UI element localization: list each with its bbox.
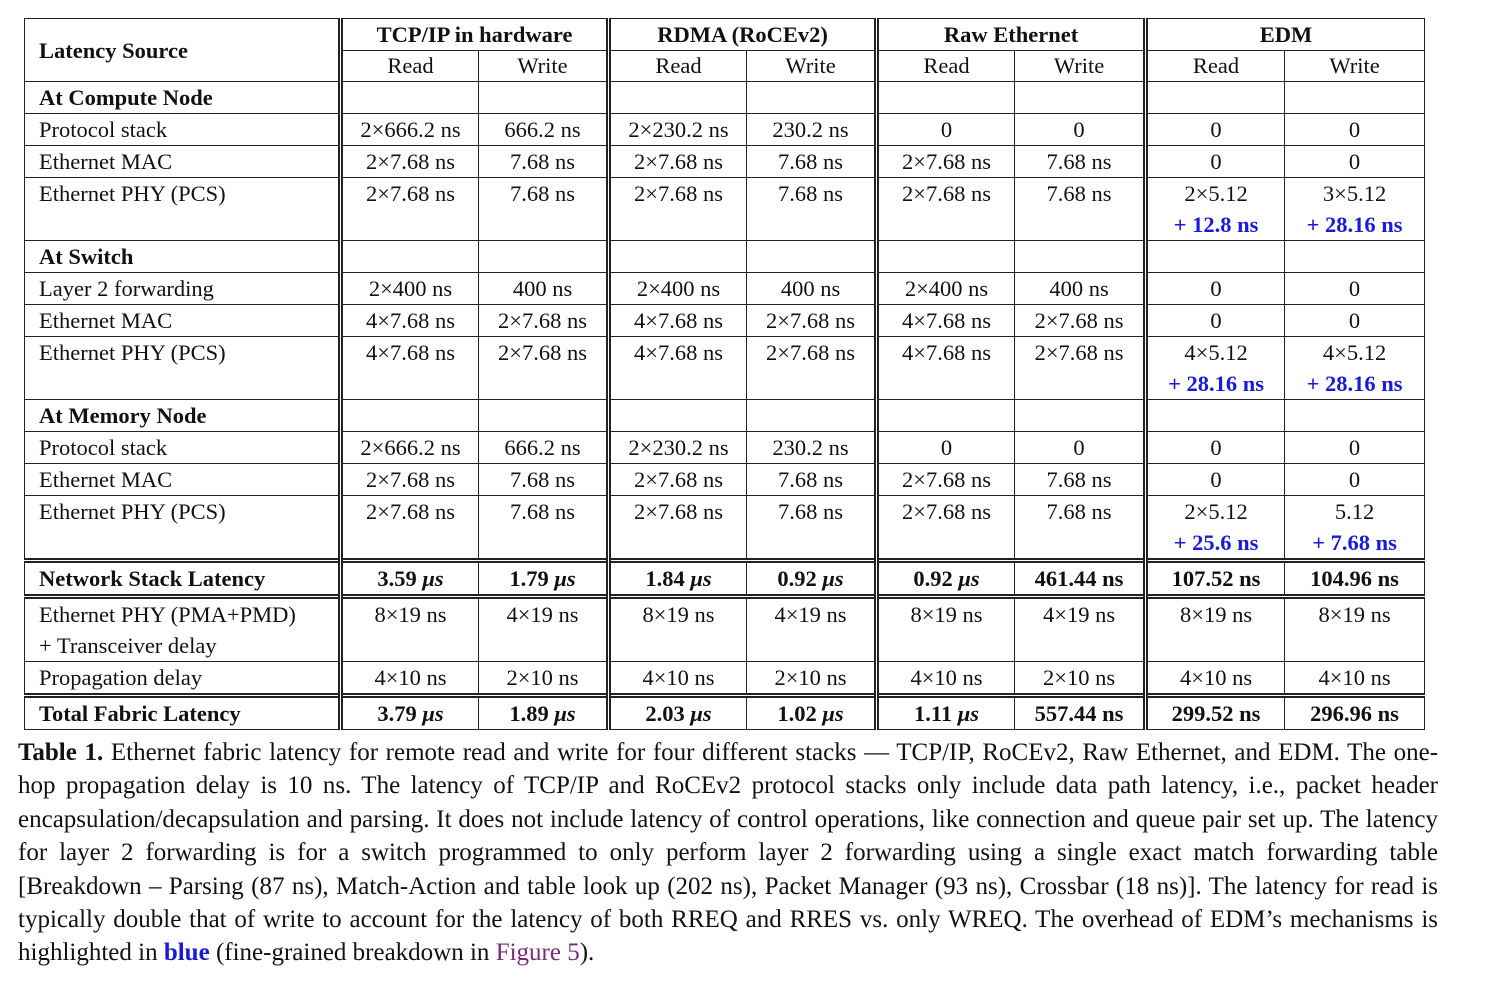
header-row xyxy=(25,19,1425,51)
summary-unit: μs xyxy=(957,701,980,726)
table-row xyxy=(25,464,1425,496)
empty-cell xyxy=(1146,82,1285,114)
table-cell xyxy=(479,464,609,496)
summary-value: 1.89 xyxy=(509,701,549,726)
cell-value: 2×666.2 ns xyxy=(360,435,461,460)
section-header-row xyxy=(25,241,1425,273)
summary-cell xyxy=(1285,561,1425,597)
table-row xyxy=(25,305,1425,337)
cell-value: 4×7.68 ns xyxy=(366,340,455,365)
table-row xyxy=(25,178,1425,241)
summary-cell xyxy=(479,696,609,730)
table-cell xyxy=(341,273,479,305)
edm-overhead-value: + 28.16 ns xyxy=(1168,371,1265,396)
section-title: At Switch xyxy=(25,241,341,273)
table-cell: 8×19 ns xyxy=(877,597,1015,662)
cell-value: 0 xyxy=(940,435,953,460)
table-cell xyxy=(1285,464,1425,496)
summary-value: 1.84 xyxy=(645,566,685,591)
table-row xyxy=(25,114,1425,146)
table-cell xyxy=(747,432,877,464)
summary-cell xyxy=(747,561,877,597)
header-write: Write xyxy=(1015,51,1146,82)
empty-cell xyxy=(341,400,479,432)
cell-value: 0 xyxy=(1210,117,1222,142)
cell-value: 7.68 ns xyxy=(778,467,844,492)
cell-value: 2×7.68 ns xyxy=(766,340,855,365)
cell-value: 0 xyxy=(1348,467,1361,492)
table-cell xyxy=(479,305,609,337)
cell-value: 230.2 ns xyxy=(772,435,849,460)
edm-overhead-value: + 7.68 ns xyxy=(1312,530,1397,555)
table-cell xyxy=(341,146,479,178)
cell-value: 400 ns xyxy=(780,276,841,301)
table-cell xyxy=(609,432,747,464)
latency-table-container xyxy=(24,18,1424,730)
table-cell xyxy=(1285,273,1425,305)
caption-text-2: (fine-grained breakdown in xyxy=(209,939,496,967)
row-label: Ethernet MAC xyxy=(25,305,341,337)
table-cell xyxy=(479,496,609,561)
cell-value: 0 xyxy=(1210,276,1222,301)
empty-cell xyxy=(1285,82,1425,114)
table-cell xyxy=(747,305,877,337)
cell-value: 2×7.68 ns xyxy=(1034,340,1124,365)
table-row xyxy=(25,662,1425,696)
summary-value: 299.52 ns xyxy=(1171,701,1261,726)
summary-cell xyxy=(1285,696,1425,730)
cell-value: 7.68 ns xyxy=(778,149,844,174)
cell-value: 2×7.68 ns xyxy=(366,467,455,492)
table-cell xyxy=(479,114,609,146)
cell-value: 0 xyxy=(1210,435,1222,460)
summary-unit: μs xyxy=(690,566,712,591)
table-cell xyxy=(747,337,877,400)
cell-value: 2×5.12 xyxy=(1184,499,1248,524)
table-cell xyxy=(341,496,479,561)
empty-cell xyxy=(1015,82,1146,114)
empty-cell xyxy=(1015,241,1146,273)
table-cell xyxy=(341,305,479,337)
cell-value: 0 xyxy=(1210,467,1222,492)
empty-cell xyxy=(877,82,1015,114)
row-label: Ethernet PHY (PCS) xyxy=(25,496,341,561)
table-cell xyxy=(1146,337,1285,400)
cell-value: 2×7.68 ns xyxy=(366,149,455,174)
table-cell xyxy=(609,496,747,561)
cell-value: 7.68 ns xyxy=(1046,499,1112,524)
section-title: At Memory Node xyxy=(25,400,341,432)
header-read: Read xyxy=(1146,51,1285,82)
cell-value: 2×5.12 xyxy=(1184,181,1248,206)
summary-cell xyxy=(1015,561,1146,597)
cell-value: 0 xyxy=(940,117,953,142)
cell-value: 7.68 ns xyxy=(510,181,576,206)
cell-value: 2×7.68 ns xyxy=(902,149,991,174)
summary-value: 557.44 ns xyxy=(1034,701,1124,726)
cell-value: 4×7.68 ns xyxy=(366,308,455,333)
cell-value: 666.2 ns xyxy=(504,117,581,142)
cell-value: 4×7.68 ns xyxy=(902,340,991,365)
table-cell xyxy=(1146,305,1285,337)
summary-unit: μs xyxy=(554,566,576,591)
empty-cell xyxy=(877,400,1015,432)
cell-value: 400 ns xyxy=(1049,276,1109,301)
table-cell: 8×19 ns xyxy=(1285,597,1425,662)
table-cell xyxy=(747,178,877,241)
cell-value: 2×400 ns xyxy=(904,276,989,301)
cell-value: 0 xyxy=(1348,276,1361,301)
cell-value: 7.68 ns xyxy=(778,181,844,206)
table-cell xyxy=(877,496,1015,561)
cell-value: 2×7.68 ns xyxy=(902,499,991,524)
table-cell xyxy=(1146,114,1285,146)
summary-value: 107.52 ns xyxy=(1171,566,1261,591)
table-cell xyxy=(1146,178,1285,241)
table-cell xyxy=(877,305,1015,337)
cell-value: 3×5.12 xyxy=(1322,181,1387,206)
table-cell xyxy=(877,337,1015,400)
table-cell xyxy=(609,146,747,178)
row-label: Total Fabric Latency xyxy=(25,696,341,730)
cell-value: 2×230.2 ns xyxy=(628,435,729,460)
table-cell xyxy=(609,464,747,496)
header-group: TCP/IP in hardware xyxy=(341,19,609,51)
table-cell xyxy=(341,178,479,241)
summary-cell xyxy=(1015,696,1146,730)
empty-cell xyxy=(1285,241,1425,273)
figure-5-link[interactable]: Figure 5 xyxy=(495,939,580,967)
empty-cell xyxy=(877,241,1015,273)
row-label: Ethernet PHY (PCS) xyxy=(25,337,341,400)
summary-value: 296.96 ns xyxy=(1310,701,1399,726)
summary-unit: μs xyxy=(422,566,444,591)
table-caption xyxy=(18,736,1438,970)
summary-cell xyxy=(1146,696,1285,730)
table-cell xyxy=(1146,432,1285,464)
summary-cell xyxy=(479,561,609,597)
table-cell xyxy=(747,114,877,146)
edm-overhead-value: + 12.8 ns xyxy=(1173,212,1259,237)
table-cell xyxy=(1015,178,1146,241)
cell-value: 2×7.68 ns xyxy=(902,467,991,492)
edm-overhead-value: + 28.16 ns xyxy=(1306,371,1403,396)
empty-cell xyxy=(609,82,747,114)
summary-value: 104.96 ns xyxy=(1310,566,1399,591)
cell-value: 4×7.68 ns xyxy=(634,340,723,365)
cell-value: 7.68 ns xyxy=(510,499,576,524)
row-label-line: Propagation delay xyxy=(39,665,203,690)
row-label-line-2: + Transceiver delay xyxy=(39,633,217,658)
caption-text-1: Ethernet fabric latency for remote read and write for four different stacks — TCP/IP, RoCEv2, Raw Ethernet, and EDM. The one-hop propagation delay is 10 ns. The latency of TCP/IP and RoCEv2 protocol stacks only include data path latency, i.e., packet header encapsulation/decapsulation and parsing. It does not include latency of control operations, like connection and queue pair set up. The latency for layer 2 forwarding is for a switch programmed to only perform layer 2 forwarding using a single exact match forwarding table [Breakdown – Parsing (87 ns), Match-Action and table look up (202 ns), Packet Manager (93 ns), Crossbar (18 ns)]. The latency for read is typically double that of write to account for the latency of both RREQ and RRES vs. only WREQ. The overhead of EDM’s mechanisms is highlighted in xyxy=(18,739,1439,967)
table-cell xyxy=(747,464,877,496)
header-write: Write xyxy=(1285,51,1425,82)
table-cell xyxy=(1285,496,1425,561)
table-cell xyxy=(1015,273,1146,305)
header-latency-source: Latency Source xyxy=(25,19,341,82)
row-label: Network Stack Latency xyxy=(25,561,341,597)
empty-cell xyxy=(341,82,479,114)
summary-value: 3.79 xyxy=(377,701,417,726)
header-read: Read xyxy=(341,51,479,82)
header-write: Write xyxy=(479,51,609,82)
cell-value: 2×400 ns xyxy=(636,276,721,301)
section-title: At Compute Node xyxy=(25,82,341,114)
cell-value: 0 xyxy=(1073,435,1085,460)
row-label: Ethernet MAC xyxy=(25,464,341,496)
summary-value: 2.03 xyxy=(645,701,685,726)
cell-value: 0 xyxy=(1348,149,1361,174)
table-cell xyxy=(1146,464,1285,496)
summary-unit: μs xyxy=(958,566,980,591)
cell-value: 7.68 ns xyxy=(510,149,576,174)
summary-cell xyxy=(341,561,479,597)
summary-value: 1.02 xyxy=(777,701,817,726)
summary-unit: μs xyxy=(822,701,844,726)
summary-cell xyxy=(609,696,747,730)
summary-value: 3.59 xyxy=(377,566,417,591)
caption-label: Table 1. xyxy=(18,739,104,766)
table-cell xyxy=(1285,305,1425,337)
table-row xyxy=(25,496,1425,561)
row-label: Ethernet PHY (PCS) xyxy=(25,178,341,241)
cell-value: 2×230.2 ns xyxy=(628,117,729,142)
empty-cell xyxy=(479,82,609,114)
cell-value: 0 xyxy=(1073,117,1085,142)
empty-cell xyxy=(341,241,479,273)
cell-value: 2×666.2 ns xyxy=(360,117,461,142)
table-cell xyxy=(747,146,877,178)
cell-value: 5.12 xyxy=(1334,499,1375,524)
network-stack-latency-row xyxy=(25,561,1425,597)
table-cell xyxy=(341,464,479,496)
caption-text-3: ). xyxy=(579,939,595,967)
header-group: RDMA (RoCEv2) xyxy=(609,19,877,51)
cell-value: 400 ns xyxy=(512,276,573,301)
total-fabric-latency-row xyxy=(25,696,1425,730)
table-cell xyxy=(877,464,1015,496)
header-group: Raw Ethernet xyxy=(877,19,1146,51)
table-cell: 4×10 ns xyxy=(1285,662,1425,696)
empty-cell xyxy=(747,241,877,273)
summary-value: 0.92 xyxy=(913,566,953,591)
table-cell: 2×10 ns xyxy=(1015,662,1146,696)
cell-value: 2×7.68 ns xyxy=(634,149,723,174)
row-label: Ethernet MAC xyxy=(25,146,341,178)
table-cell xyxy=(1146,146,1285,178)
table-cell xyxy=(341,114,479,146)
cell-value: 7.68 ns xyxy=(510,467,576,492)
cell-value: 0 xyxy=(1348,435,1361,460)
cell-value: 230.2 ns xyxy=(772,117,849,142)
table-cell: 4×19 ns xyxy=(747,597,877,662)
table-cell xyxy=(747,273,877,305)
summary-value: 0.92 xyxy=(777,566,817,591)
summary-unit: μs xyxy=(554,701,576,726)
table-cell xyxy=(1015,114,1146,146)
header-read: Read xyxy=(609,51,747,82)
cell-value: 7.68 ns xyxy=(1046,467,1112,492)
section-header-row xyxy=(25,82,1425,114)
cell-value: 2×7.68 ns xyxy=(634,467,723,492)
table-row xyxy=(25,432,1425,464)
table-cell xyxy=(877,273,1015,305)
header-read: Read xyxy=(877,51,1015,82)
table-cell xyxy=(479,146,609,178)
cell-value: 7.68 ns xyxy=(1046,149,1112,174)
table-cell xyxy=(609,178,747,241)
empty-cell xyxy=(1015,400,1146,432)
table-cell xyxy=(341,337,479,400)
table-cell xyxy=(479,337,609,400)
cell-value: 0 xyxy=(1210,308,1222,333)
empty-cell xyxy=(747,400,877,432)
empty-cell xyxy=(479,241,609,273)
table-cell xyxy=(877,432,1015,464)
table-cell xyxy=(1015,432,1146,464)
row-label xyxy=(25,597,341,662)
row-label-line: Ethernet PHY (PMA+PMD) xyxy=(39,602,296,627)
empty-cell xyxy=(609,241,747,273)
table-cell xyxy=(479,432,609,464)
header-write: Write xyxy=(747,51,877,82)
table-cell xyxy=(1285,178,1425,241)
cell-value: 4×5.12 xyxy=(1184,340,1248,365)
table-cell xyxy=(747,496,877,561)
table-cell xyxy=(609,114,747,146)
row-label xyxy=(25,662,341,696)
summary-unit: μs xyxy=(422,701,444,726)
table-row xyxy=(25,146,1425,178)
cell-value: 2×400 ns xyxy=(368,276,453,301)
summary-cell xyxy=(877,561,1015,597)
cell-value: 0 xyxy=(1348,117,1361,142)
table-cell xyxy=(1015,496,1146,561)
cell-value: 2×7.68 ns xyxy=(1034,308,1124,333)
table-cell: 8×19 ns xyxy=(341,597,479,662)
table-cell xyxy=(479,273,609,305)
summary-cell xyxy=(1146,561,1285,597)
empty-cell xyxy=(479,400,609,432)
table-cell: 8×19 ns xyxy=(609,597,747,662)
cell-value: 2×7.68 ns xyxy=(498,308,587,333)
summary-cell xyxy=(341,696,479,730)
cell-value: 2×7.68 ns xyxy=(634,499,723,524)
cell-value: 7.68 ns xyxy=(1046,181,1112,206)
table-cell xyxy=(1285,432,1425,464)
empty-cell xyxy=(609,400,747,432)
row-label: Layer 2 forwarding xyxy=(25,273,341,305)
table-cell: 4×10 ns xyxy=(1146,662,1285,696)
cell-value: 0 xyxy=(1348,308,1361,333)
table-cell xyxy=(1285,337,1425,400)
edm-overhead-value: + 25.6 ns xyxy=(1173,530,1259,555)
edm-overhead-value: + 28.16 ns xyxy=(1306,212,1403,237)
section-header-row xyxy=(25,400,1425,432)
summary-value: 1.11 xyxy=(914,701,953,726)
table-cell xyxy=(1015,146,1146,178)
cell-value: 2×7.68 ns xyxy=(498,340,587,365)
table-cell xyxy=(877,114,1015,146)
cell-value: 2×7.68 ns xyxy=(366,181,455,206)
cell-value: 4×7.68 ns xyxy=(634,308,723,333)
summary-unit: μs xyxy=(822,566,844,591)
table-cell: 2×10 ns xyxy=(479,662,609,696)
latency-table xyxy=(24,18,1425,730)
cell-value: 666.2 ns xyxy=(504,435,581,460)
table-row xyxy=(25,273,1425,305)
cell-value: 0 xyxy=(1210,149,1222,174)
empty-cell xyxy=(1146,400,1285,432)
row-label: Protocol stack xyxy=(25,114,341,146)
summary-value: 461.44 ns xyxy=(1034,566,1124,591)
table-cell: 4×10 ns xyxy=(341,662,479,696)
table-cell xyxy=(1285,114,1425,146)
cell-value: 2×7.68 ns xyxy=(366,499,455,524)
table-cell: 8×19 ns xyxy=(1146,597,1285,662)
table-cell: 2×10 ns xyxy=(747,662,877,696)
row-label: Protocol stack xyxy=(25,432,341,464)
empty-cell xyxy=(1285,400,1425,432)
table-cell xyxy=(1015,337,1146,400)
table-cell xyxy=(479,178,609,241)
summary-cell xyxy=(747,696,877,730)
summary-value: 1.79 xyxy=(509,566,549,591)
cell-value: 2×7.68 ns xyxy=(766,308,855,333)
summary-cell xyxy=(877,696,1015,730)
empty-cell xyxy=(747,82,877,114)
table-cell xyxy=(1285,146,1425,178)
table-cell xyxy=(877,146,1015,178)
caption-blue-word: blue xyxy=(163,939,210,967)
table-cell xyxy=(1015,464,1146,496)
table-cell xyxy=(609,273,747,305)
table-cell xyxy=(1146,273,1285,305)
table-cell: 4×10 ns xyxy=(877,662,1015,696)
table-cell: 4×19 ns xyxy=(479,597,609,662)
table-cell xyxy=(609,305,747,337)
summary-unit: μs xyxy=(690,701,712,726)
table-cell xyxy=(1015,305,1146,337)
table-cell: 4×19 ns xyxy=(1015,597,1146,662)
table-cell xyxy=(609,337,747,400)
table-cell xyxy=(341,432,479,464)
summary-cell xyxy=(609,561,747,597)
table-cell xyxy=(1146,496,1285,561)
table-row xyxy=(25,337,1425,400)
cell-value: 4×5.12 xyxy=(1322,340,1387,365)
cell-value: 7.68 ns xyxy=(778,499,844,524)
header-group: EDM xyxy=(1146,19,1425,51)
cell-value: 2×7.68 ns xyxy=(902,181,991,206)
cell-value: 2×7.68 ns xyxy=(634,181,723,206)
empty-cell xyxy=(1146,241,1285,273)
table-row xyxy=(25,597,1425,662)
table-cell xyxy=(877,178,1015,241)
table-cell: 4×10 ns xyxy=(609,662,747,696)
cell-value: 4×7.68 ns xyxy=(902,308,991,333)
